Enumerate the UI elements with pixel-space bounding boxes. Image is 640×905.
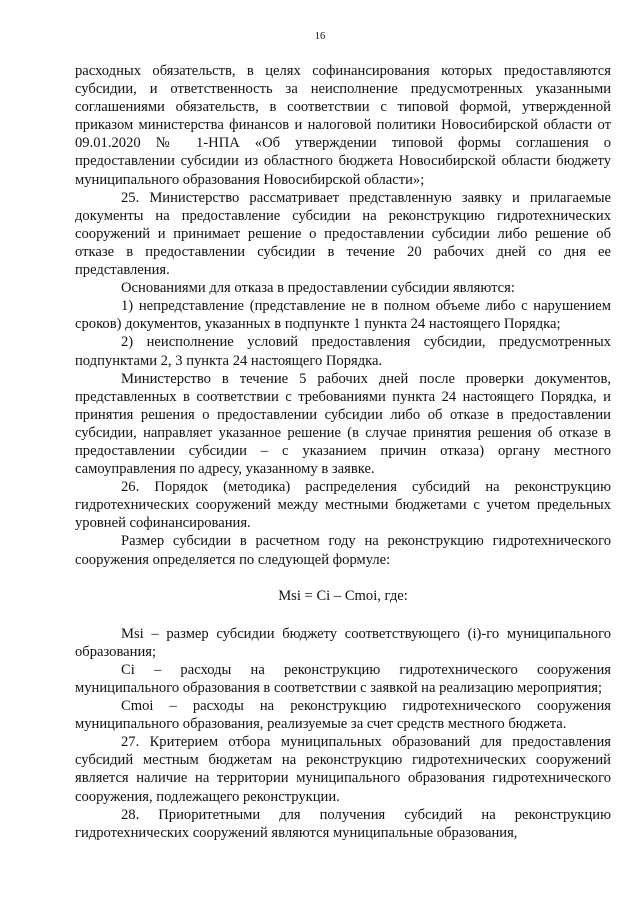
- paragraph: расходных обязательств, в целях софинансирования которых предоставляются субсидии, и ответственность за неисполнение предусмотренных указанными соглашениями обязательств, в соответствии с типовой формой, утвержденной приказом министерства финансов и налоговой политики Новосибирской области от 09.01.2020 № 1-НПА «Об утверждении типовой формы соглашения о предоставлении субсидии из областного бюджета Новосибирской области бюджету муниципального образования Новосибирской области»;: [75, 63, 611, 188]
- page-number: 16: [314, 31, 326, 42]
- paragraph: Размер субсидии в расчетном году на реконструкцию гидротехнического сооружения определяется по следующей формуле:: [75, 533, 611, 568]
- paragraph: Cmoi – расходы на реконструкцию гидротехнического сооружения муниципального образования, реализуемые за счет средств местного бюджета.: [75, 698, 611, 733]
- paragraph: 27. Критерием отбора муниципальных образований для предоставления субсидий местным бюджетам на реконструкцию гидротехнических сооружений является наличие на территории муниципального образования гидротехнического сооружения, подлежащего реконструкции.: [75, 734, 611, 805]
- formula: Msi = Ci – Cmoi, где:: [278, 587, 408, 604]
- paragraph: Ci – расходы на реконструкцию гидротехнического сооружения муниципального образования в соответствии с заявкой на реализацию мероприятия;: [75, 661, 611, 696]
- paragraph: 26. Порядок (методика) распределения субсидий на реконструкцию гидротехнических сооружений между местными бюджетами с учетом предельных уровней софинансирования.: [75, 479, 611, 532]
- paragraph: Msi – размер субсидии бюджету соответствующего (i)-го муниципального образования;: [75, 625, 611, 660]
- paragraph: 28. Приоритетными для получения субсидий на реконструкцию гидротехнических сооружений являются муниципальные образования,: [75, 806, 611, 841]
- paragraph: Министерство в течение 5 рабочих дней после проверки документов, представленных в соответствии с требованиями пункта 24 настоящего Порядка, и принятия решения о предоставлении субсидии либо об отказе в предоставлении субсидии, направляет указанное решение (в случае принятия решения об отказе в предоставлении субсидии – с указанием причин отказа) органу местного самоуправления по адресу, указанному в заявке.: [75, 370, 611, 478]
- paragraph: 25. Министерство рассматривает представленную заявку и прилагаемые документы на предоставление субсидии на реконструкцию гидротехнических сооружений и принимает решение о предоставлении субсидии либо решение об отказе в предоставлении субсидии в течение 20 рабочих дней со дня ее представления.: [75, 189, 611, 279]
- document-body: [75, 62, 611, 842]
- paragraph: 1) непредставление (представление не в полном объеме либо с нарушением сроков) документов, указанных в подпункте 1 пункта 24 настоящего Порядка;: [75, 298, 611, 333]
- paragraph: Основаниями для отказа в предоставлении субсидии являются:: [121, 280, 515, 297]
- paragraph: 2) неисполнение условий предоставления субсидии, предусмотренных подпунктами 2, 3 пункта 24 настоящего Порядка.: [75, 334, 611, 369]
